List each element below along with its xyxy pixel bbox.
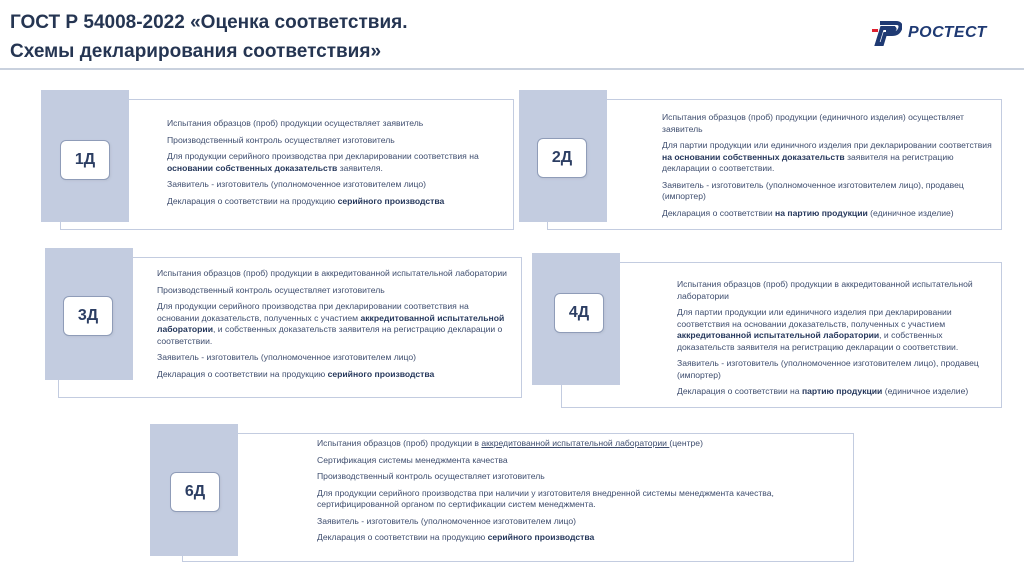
text-segment: Производственный контроль осуществляет изготовитель [317,471,545,481]
scheme-item [157,369,509,381]
bold-text: партию продукции [801,386,883,396]
scheme-description [167,118,507,212]
scheme-side-block [532,253,620,385]
scheme-description [157,268,509,385]
scheme-item [677,279,999,302]
scheme-side-block [150,424,238,556]
text-segment: Заявитель - изготовитель (уполномоченное изготовителем лицо) [157,352,417,362]
text-segment: Декларация о соответствии [662,207,776,218]
scheme-description [317,438,827,549]
text-segment: Испытания образцов (проб) продукции в аккредитованной испытательной лаборатории [677,279,973,301]
scheme-item [157,268,509,280]
scheme-item [677,307,999,353]
bold-text: аккредитованной испытательной лаборатории [677,330,880,340]
underlined-text: аккредитованной испытательной лаборатории [481,438,670,448]
scheme-item [317,455,827,467]
text-segment: Декларация о соответствии на продукцию [317,532,488,542]
text-segment: заявителя на регистрацию декларации о соответствии. [662,151,954,173]
text-segment: , и собственных доказательств заявителя на регистрацию декларации о соответствии. [677,330,959,352]
text-segment: (единичное изделие) [882,386,969,396]
text-segment: заявителя. [337,162,383,173]
text-segment: Для партии продукции или единичного изделия при декларировании соответствия [662,140,992,150]
text-segment: Заявитель - изготовитель (уполномоченное изготовителем лицо), продавец (импортер) [662,179,964,201]
scheme-badge: 2Д [537,138,587,178]
text-segment: Испытания образцов (проб) продукции (единичного изделия) осуществляет заявитель [662,112,964,134]
scheme-item [167,135,507,147]
logo-text: РОСТЕСТ [908,24,987,41]
bold-text: основании собственных доказательств [167,162,338,173]
scheme-item [317,438,827,450]
scheme-item [157,352,509,364]
scheme-item [317,516,827,528]
scheme-item [157,285,509,297]
text-segment: Декларация о соответствии на продукцию [157,368,328,379]
scheme-badge: 4Д [554,293,604,333]
text-segment: Для партии продукции или единичного изделия при декларировании соответствия на основании доказательств, полученных с участием [677,307,952,329]
scheme-item [167,151,507,174]
text-segment: Декларация о соответствии на продукцию [167,195,338,206]
text-segment: Производственный контроль осуществляет изготовитель [157,284,385,295]
scheme-frame [547,99,1002,230]
bold-text: на основании собственных доказательств [662,151,845,162]
scheme-side-block [519,90,607,222]
text-segment: (центре) [669,438,703,448]
scheme-item [317,471,827,483]
scheme-item [677,386,999,398]
scheme-item [167,196,507,208]
scheme-item [157,301,509,347]
text-segment: , и собственных доказательств заявителя на регистрацию декларации о соответствии. [157,324,503,346]
title-line-1: ГОСТ Р 54008-2022 «Оценка соответствия. [10,12,408,33]
scheme-item [317,532,827,544]
scheme-item [167,179,507,191]
scheme-badge: 1Д [60,140,110,180]
scheme-badge: 3Д [63,296,113,336]
rostest-logo-icon [872,20,902,46]
text-segment: Заявитель - изготовитель (уполномоченное изготовителем лицо) [317,515,577,526]
scheme-badge: 6Д [170,472,220,512]
text-segment: Для продукции серийного производства при декларировании соответствия на [167,151,479,161]
text-segment: Производственный контроль осуществляет изготовитель [167,134,395,145]
rostest-logo [872,20,987,46]
text-segment: Сертификация системы менеджмента качества [317,454,508,465]
scheme-frame [182,433,854,562]
text-segment: Заявитель - изготовитель (уполномоченное изготовителем лицо), продавец (импортер) [677,358,979,380]
scheme-item [662,208,992,220]
scheme-frame [561,262,1002,408]
text-segment: Для продукции серийного производства при наличии у изготовителя внедренной системы менеджмента качества, сертифицированной органом по сертификации систем менеджмента. [317,487,774,509]
bold-text: серийного производства [337,195,445,206]
title-line-2: Схемы декларирования соответствия» [10,41,382,62]
scheme-side-block [45,248,133,380]
scheme-side-block [41,90,129,222]
bold-text: аккредитованной испытательной лаборатории [157,312,505,334]
text-segment: Испытания образцов (проб) продукции в [317,438,482,448]
scheme-item [167,118,507,130]
scheme-item [317,488,827,511]
text-segment: Испытания образцов (проб) продукции осуществляет заявитель [167,118,424,128]
scheme-item [677,358,999,381]
scheme-description [677,279,999,403]
scheme-description [662,112,992,224]
scheme-item [662,180,992,203]
scheme-item [662,112,992,135]
page-title [10,8,408,66]
text-segment: Для продукции серийного производства при декларировании соответствия на основании доказательств, полученных с участием [157,301,469,323]
text-segment: Декларация о соответствии на [677,386,802,396]
text-segment: Заявитель - изготовитель (уполномоченное изготовителем лицо) [167,179,427,189]
bold-text: серийного производства [487,532,595,542]
text-segment: (единичное изделие) [867,207,954,218]
scheme-item [662,140,992,175]
text-segment: Испытания образцов (проб) продукции в аккредитованной испытательной лаборатории [157,268,507,278]
bold-text: на партию продукции [775,207,868,218]
header-divider [0,68,1024,70]
bold-text: серийного производства [327,368,435,379]
